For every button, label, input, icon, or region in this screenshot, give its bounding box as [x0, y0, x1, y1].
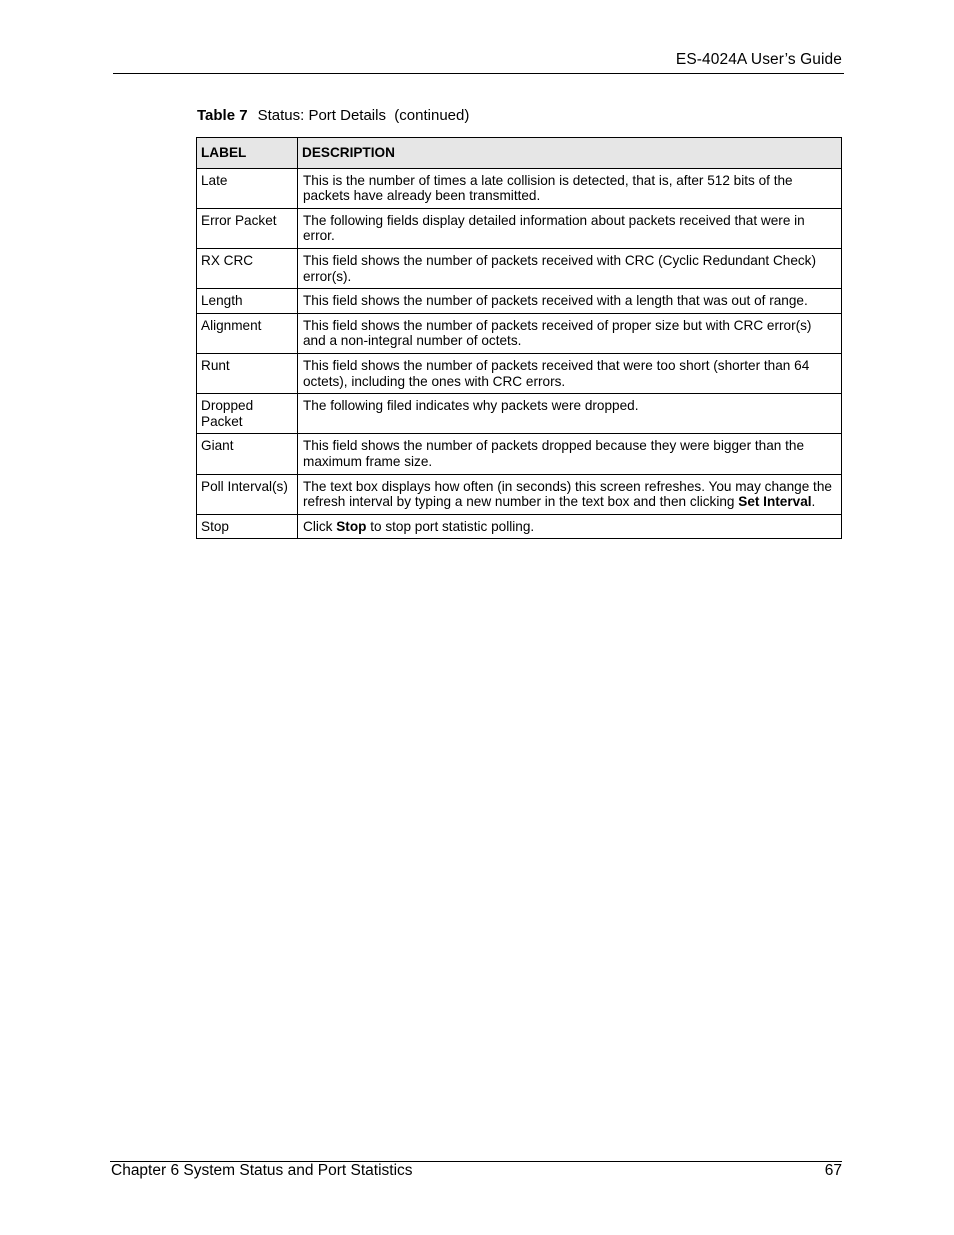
table-caption-number: Table 7	[197, 107, 248, 124]
table-row	[197, 434, 842, 474]
description-text: The text box displays how often (in seconds) this screen refreshes. You may change the refresh interval by typing a new number in the text box and then clicking	[303, 478, 832, 510]
table-row	[197, 353, 842, 393]
row-label: Poll Interval(s)	[197, 474, 298, 514]
table-row	[197, 514, 842, 539]
row-label: Alignment	[197, 313, 298, 353]
table-row	[197, 313, 842, 353]
row-label: Runt	[197, 353, 298, 393]
row-description	[298, 208, 842, 248]
table-row	[197, 168, 842, 208]
row-description	[298, 168, 842, 208]
table-caption-text: Status: Port Details (continued)	[257, 107, 470, 124]
column-header-description: DESCRIPTION	[298, 138, 842, 169]
table-header-row	[197, 138, 842, 169]
description-text: Click	[303, 518, 337, 534]
row-description	[298, 353, 842, 393]
row-label: Stop	[197, 514, 298, 539]
table-row	[197, 289, 842, 314]
description-text: This is the number of times a late collision is detected, that is, after 512 bits of the packets have already been transmitted.	[303, 172, 793, 204]
table-row	[197, 208, 842, 248]
ui-term-stop: Stop	[336, 518, 367, 534]
row-label: Late	[197, 168, 298, 208]
row-description	[298, 514, 842, 539]
description-text: This field shows the number of packets received of proper size but with CRC error(s) and a non-integral number of octets.	[303, 317, 812, 349]
table-row	[197, 474, 842, 514]
description-text: The following fields display detailed information about packets received that were in error.	[303, 212, 805, 244]
description-text: The following filed indicates why packets were dropped.	[303, 398, 639, 414]
row-description	[298, 394, 842, 434]
description-text: .	[811, 494, 816, 510]
row-label: Dropped Packet	[197, 394, 298, 434]
row-description	[298, 313, 842, 353]
row-label: Giant	[197, 434, 298, 474]
row-description	[298, 289, 842, 314]
running-header-title: ES-4024A User’s Guide	[675, 51, 842, 68]
table-row	[197, 394, 842, 434]
row-label: Error Packet	[197, 208, 298, 248]
column-header-label: LABEL	[197, 138, 298, 169]
description-text: to stop port statistic polling.	[366, 518, 535, 534]
port-details-table	[196, 137, 842, 539]
ui-term-set-interval: Set Interval	[738, 494, 812, 510]
row-description	[298, 434, 842, 474]
description-text: This field shows the number of packets received that were too short (shorter than 64 octets), including the ones with CRC errors.	[303, 357, 810, 389]
table-row	[197, 248, 842, 288]
page-number: 67	[824, 1162, 842, 1179]
table-caption	[197, 107, 469, 124]
header-rule	[113, 73, 844, 74]
row-label: Length	[197, 289, 298, 314]
row-description	[298, 474, 842, 514]
row-description	[298, 248, 842, 288]
description-text: This field shows the number of packets received with CRC (Cyclic Redundant Check) error(s).	[303, 252, 816, 284]
description-text: This field shows the number of packets dropped because they were bigger than the maximum frame size.	[303, 438, 805, 469]
footer-chapter: Chapter 6 System Status and Port Statistics	[111, 1162, 413, 1179]
row-label: RX CRC	[197, 248, 298, 288]
description-text: This field shows the number of packets received with a length that was out of range.	[303, 293, 808, 309]
